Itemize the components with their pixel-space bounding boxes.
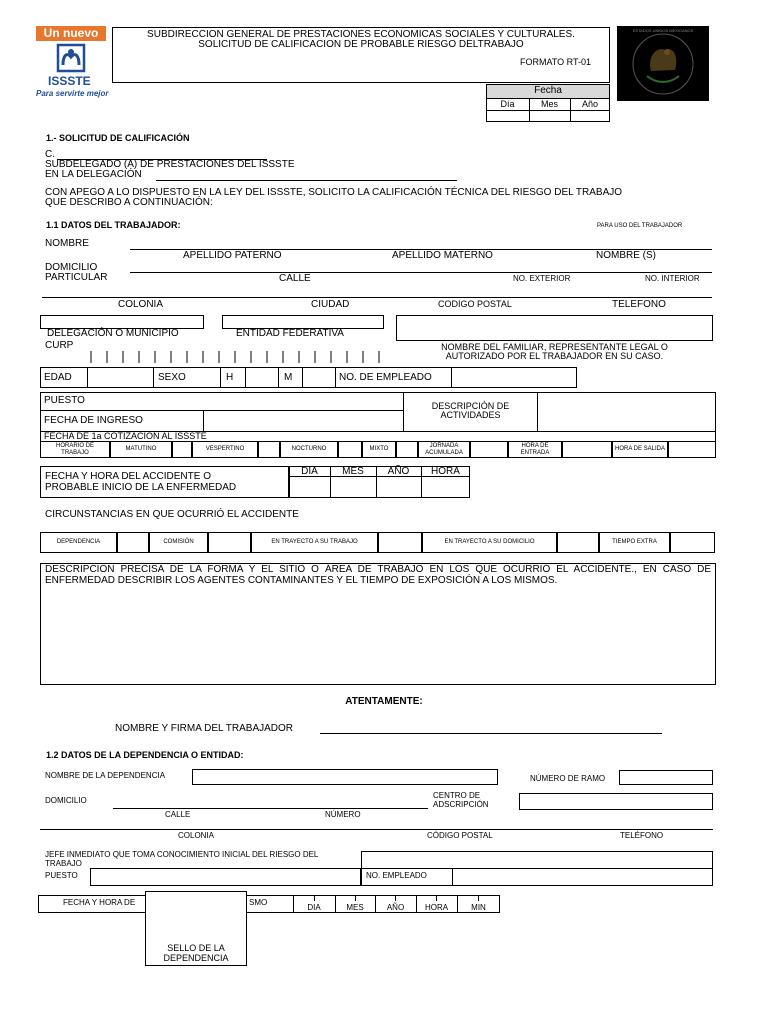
matutino-input[interactable] <box>172 441 192 458</box>
issste-logo <box>36 26 108 102</box>
no-empleado-input[interactable] <box>452 368 576 387</box>
jornada-input[interactable] <box>470 441 508 458</box>
section1-title: 1.- SOLICITUD DE CALIFICACIÓN <box>46 133 190 143</box>
colonia-dep-label: COLONIA <box>178 831 215 840</box>
dependencia-label: DEPENDENCIA <box>40 532 117 553</box>
header-line1: SUBDIRECCION GENERAL DE PRESTACIONES ECONOMICAS SOCIALES Y CULTURALES. <box>147 29 575 40</box>
nombre-dependencia-label: NOMBRE DE LA DEPENDENCIA <box>45 771 166 780</box>
firma-trabajador-label: NOMBRE Y FIRMA DEL TRABAJADOR <box>115 723 294 734</box>
fecha-hora-dep-label-a: FECHA Y HORA DE <box>63 898 136 907</box>
formato-label: FORMATO RT-01 <box>520 57 592 67</box>
eagle-seal-icon <box>617 26 709 101</box>
jefe-label-line2: TRABAJO <box>45 859 82 868</box>
accidente-mes-label: MES <box>342 466 364 477</box>
domicilio-dep-line[interactable] <box>113 808 428 809</box>
accidente-anio-input[interactable] <box>377 477 420 497</box>
nombre-label: NOMBRE <box>45 238 89 249</box>
accidente-hora-label: HORA <box>431 466 460 477</box>
hora-entrada-label: HORA DE ENTRADA <box>508 441 562 458</box>
puesto-label: PUESTO <box>44 395 85 406</box>
jefe-input[interactable] <box>361 851 713 869</box>
sexo-m-checkbox[interactable] <box>303 368 334 387</box>
dependencia-checkbox[interactable] <box>117 532 149 553</box>
fecha-anio-input[interactable] <box>571 111 609 121</box>
familiar-label-line2: AUTORIZADO POR EL TRABAJADOR EN SU CASO. <box>445 351 664 361</box>
puesto-input[interactable] <box>100 393 402 409</box>
trayecto-domicilio-label: EN TRAYECTO A SU DOMICILIO <box>422 532 557 553</box>
subdelegado-text: SUBDELEGADO (A) DE PRESTACIONES DEL ISSSTE <box>45 159 295 170</box>
sello-label-line1: SELLO DE LA <box>167 943 225 953</box>
no-empleado-label: NO. DE EMPLEADO <box>339 372 432 383</box>
accidente-dia-label: DIA <box>301 466 318 477</box>
puesto-dep-input[interactable] <box>90 868 361 886</box>
dep-mes-label: MES <box>346 903 364 912</box>
sexo-h-checkbox[interactable] <box>246 368 277 387</box>
atentamente-label: ATENTAMENTE: <box>345 696 423 707</box>
delegacion-line[interactable] <box>156 180 457 181</box>
comision-checkbox[interactable] <box>208 532 251 553</box>
domicilio-dep-label: DOMICILIO <box>45 796 87 805</box>
mixto-label: MIXTO <box>362 441 396 458</box>
numero-ramo-label: NÚMERO DE RAMO <box>530 774 606 783</box>
dep-anio-label: AÑO <box>386 903 405 912</box>
trayecto-domicilio-checkbox[interactable] <box>557 532 599 553</box>
domicilio-label: DOMICILIO <box>45 262 98 273</box>
c-label: C. <box>45 149 55 160</box>
fecha-dia-label: Día <box>500 99 515 109</box>
fecha-title: Fecha <box>534 85 562 96</box>
domicilio-line[interactable] <box>130 272 712 273</box>
colonia-line[interactable] <box>42 297 712 298</box>
logo-slogan: Para servirte mejor <box>36 89 109 98</box>
jornada-label: JORNADA ACUMULADA <box>418 441 470 458</box>
section12-title: 1.2 DATOS DE LA DEPENDENCIA O ENTIDAD: <box>46 750 244 760</box>
seal-text: ESTADOS UNIDOS MEXICANOS <box>632 28 694 33</box>
dep-dia-label: DIA <box>307 903 321 912</box>
hora-salida-label: HORA DE SALIDA <box>612 441 668 458</box>
accidente-label-line1: FECHA Y HORA DEL ACCIDENTE O <box>45 471 211 482</box>
tiempo-extra-label: TIEMPO EXTRA <box>599 532 670 553</box>
edad-label: EDAD <box>44 372 72 383</box>
apellido-materno-label: APELLIDO MATERNO <box>392 250 493 261</box>
sexo-label: SEXO <box>158 372 186 383</box>
nombre-dependencia-input[interactable] <box>192 769 498 785</box>
accidente-anio-label: AÑO <box>387 466 410 477</box>
trayecto-trabajo-checkbox[interactable] <box>378 532 422 553</box>
edad-input[interactable] <box>88 368 152 387</box>
matutino-label: MATUTINO <box>110 441 172 458</box>
dep-hora-label: HORA <box>424 903 449 912</box>
puesto-dep-label: PUESTO <box>45 871 78 880</box>
hora-salida-input[interactable] <box>668 441 716 458</box>
colonia-label: COLONIA <box>118 299 164 310</box>
entidad-federativa-input[interactable] <box>222 315 384 329</box>
apego-line1: CON APEGO A LO DISPUESTO EN LA LEY DEL ISSSTE, SOLICITO LA CALIFICACIÓN TÉCNICA DEL RIESGO DEL TRABAJO <box>45 187 623 198</box>
descripcion-actividades-line1: DESCRIPCIÓN DE <box>431 401 510 411</box>
accidente-dia-input[interactable] <box>290 477 329 497</box>
sexo-h-label: H <box>226 372 234 383</box>
sexo-m-label: M <box>284 372 293 383</box>
trayecto-trabajo-label: EN TRAYECTO A SU TRABAJO <box>251 532 378 553</box>
centro-adscripcion-input[interactable] <box>519 793 713 810</box>
colonia-dep-line[interactable] <box>40 829 713 830</box>
no-empleado-dep-input[interactable] <box>453 869 712 885</box>
centro-adscripcion-line1: CENTRO DE <box>433 791 481 800</box>
horario-trabajo-label: HORARIO DE TRABAJO <box>40 441 110 458</box>
delegacion-municipio-input[interactable] <box>40 315 204 329</box>
apellido-paterno-label: APELLIDO PATERNO <box>183 250 282 261</box>
familiar-label-line1: NOMBRE DEL FAMILIAR, REPRESENTANTE LEGAL O <box>441 342 668 352</box>
numero-ramo-input[interactable] <box>619 770 713 785</box>
mexico-seal <box>617 26 709 101</box>
fecha-hora-dep-label-b: SMO <box>249 898 268 907</box>
firma-trabajador-line[interactable] <box>320 733 662 734</box>
no-interior-label: NO. INTERIOR <box>645 274 700 283</box>
fecha-dia-input[interactable] <box>487 111 528 121</box>
fecha-mes-label: Mes <box>540 99 558 109</box>
apego-line2: QUE DESCRIBO A CONTINUACIÓN: <box>45 197 213 208</box>
entidad-federativa-label: ENTIDAD FEDERATIVA <box>236 328 344 339</box>
delegacion-municipio-label: DELEGACIÓN O MUNICIPIO <box>47 328 179 339</box>
nocturno-label: NOCTURNO <box>280 441 338 458</box>
sello-label-line2: DEPENDENCIA <box>163 953 229 963</box>
accidente-mes-input[interactable] <box>331 477 375 497</box>
numero-dep-label: NÚMERO <box>325 810 361 819</box>
calle-dep-label: CALLE <box>165 810 191 819</box>
telefono-dep-label: TELÉFONO <box>620 831 664 840</box>
ciudad-label: CIUDAD <box>311 299 350 310</box>
cp-dep-label: CÓDIGO POSTAL <box>427 831 493 840</box>
descripcion-actividades-line2: ACTIVIDADES <box>440 410 501 420</box>
fecha-ingreso-input[interactable] <box>204 411 402 430</box>
issste-hands-icon <box>54 43 88 73</box>
codigo-postal-label: CODIGO POSTAL <box>438 299 512 309</box>
dep-min-label: MIN <box>471 903 486 912</box>
curp-ticks[interactable] <box>90 351 390 363</box>
vespertino-label: VESPERTINO <box>192 441 258 458</box>
familiar-input[interactable] <box>396 315 713 341</box>
no-empleado-dep-label: NO. EMPLEADO <box>366 871 427 880</box>
fecha-mes-input[interactable] <box>530 111 569 121</box>
calle-label: CALLE <box>279 273 311 284</box>
telefono-label: TELEFONO <box>612 299 666 310</box>
header-line2: SOLICITUD DE CALIFICACION DE PROBABLE RIESGO DELTRABAJO <box>198 39 524 50</box>
mixto-input[interactable] <box>396 441 418 458</box>
nocturno-input[interactable] <box>338 441 362 458</box>
logo-name: ISSSTE <box>48 74 91 88</box>
comision-label: COMISIÓN <box>149 532 208 553</box>
fecha-ingreso-label: FECHA DE INGRESO <box>44 415 143 426</box>
fecha-anio-label: Año <box>581 99 598 109</box>
particular-label: PARTICULAR <box>45 272 108 283</box>
circunstancias-label: CIRCUNSTANCIAS EN QUE OCURRIÓ EL ACCIDENTE <box>45 509 299 520</box>
jefe-label-line1: JEFE INMEDIATO QUE TOMA CONOCIMIENTO INICIAL DEL RIESGO DEL <box>45 850 319 859</box>
logo-banner: Un nuevo <box>36 26 106 41</box>
curp-label: CURP <box>45 340 74 351</box>
accidente-label-line2: PROBABLE INICIO DE LA ENFERMEDAD <box>45 482 237 493</box>
vespertino-input[interactable] <box>258 441 280 458</box>
fecha-cotizacion-label: FECHA DE 1a COTIZACION AL ISSSTE <box>44 431 207 441</box>
section11-title: 1.1 DATOS DEL TRABAJADOR: <box>46 220 181 230</box>
nombres-label: NOMBRE (S) <box>596 250 656 261</box>
centro-adscripcion-line2: ADSCRIPCIÓN <box>433 800 489 809</box>
descripcion-instructions: DESCRIPCION PRECISA DE LA FORMA Y EL SITIO O ÁREA DE TRABAJO EN LOS QUE OCURRIÓ EL ACCIDENTE., EN CASO DE ENFERMEDAD DESCRIBIR LOS AGENTES CONTAMINANTES Y EL TIEMPO DE EXPOSICIÓN A LOS MISMOS. <box>45 564 711 586</box>
delegacion-label: EN LA DELEGACIÓN <box>45 169 142 180</box>
accidente-hora-input[interactable] <box>422 477 469 497</box>
tiempo-extra-checkbox[interactable] <box>670 532 715 553</box>
hora-entrada-input[interactable] <box>562 441 612 458</box>
no-exterior-label: NO. EXTERIOR <box>513 274 571 283</box>
para-uso-label: PARA USO DEL TRABAJADOR <box>597 223 683 229</box>
descripcion-actividades-input[interactable] <box>538 393 715 430</box>
